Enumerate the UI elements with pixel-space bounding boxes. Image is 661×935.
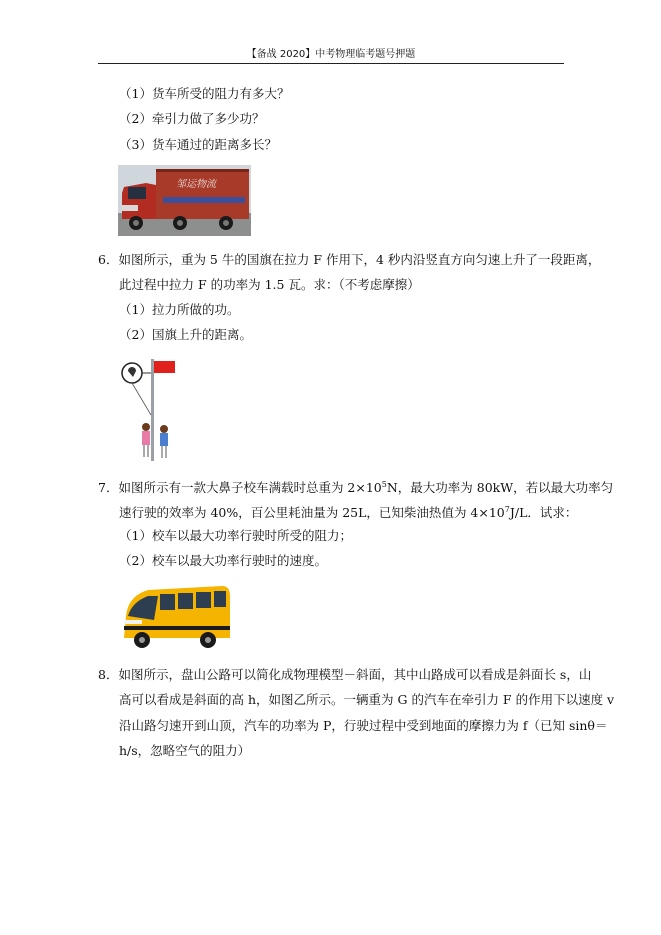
q8-line4: h/s，忽略空气的阻力） [119,743,251,758]
q7-sub2: （2）校车以最大功率行驶时的速度。 [119,553,327,568]
page-header [98,45,564,64]
truck-image [118,165,251,236]
q7-line1-text-a: 7．如图所示有一款大鼻子校车满载时总重为 2×10 [98,480,382,495]
q7-line1-sup: 5 [381,480,387,489]
q7-line2-sup: 7 [504,505,510,514]
q6-sub1: （1）拉力所做的功。 [119,302,240,317]
q7-sub1: （1）校车以最大功率行驶时所受的阻力； [119,528,352,543]
q8-line1: 8．如图所示，盘山公路可以简化成物理模型－斜面，其中山路成可以看成是斜面长 s，山 [98,667,592,682]
school-bus-image [118,576,234,653]
q5-sub2: （2）牵引力做了多少功？ [119,111,265,126]
q6-line2: 此过程中拉力 F 的功率为 1.5 瓦。求：（不考虑摩擦） [119,277,420,292]
q8-line3: 沿山路匀速开到山顶，汽车的功率为 P，行驶过程中受到地面的摩擦力为 f（已知 sinθ＝ [119,718,608,733]
q7-line2-text-b: J/L．试求： [509,505,578,520]
header-text: 【备战 2020】中考物理临考题号押题 [246,49,416,60]
q6-line1: 6．如图所示，重为 5 牛的国旗在拉力 F 作用下，4 秒内沿竖直方向匀速上升了一段距离， [98,252,601,267]
q7-line1 [98,477,613,496]
flag-pole-image [118,355,188,463]
q8-line2: 高可以看成是斜面的高 h，如图乙所示。一辆重为 G 的汽车在牵引力 F 的作用下以速度 v [119,692,615,707]
q5-sub1: （1）货车所受的阻力有多大？ [119,86,290,101]
q5-sub3: （3）货车通过的距离多长？ [119,137,277,152]
q7-line2 [119,502,577,521]
q6-sub2: （2）国旗上升的距离。 [119,327,252,342]
truck-logo: 邹运物流 [176,179,216,190]
q7-line2-text-a: 速行驶的效率为 40%，百公里耗油量为 25L，已知柴油热值为 4×10 [119,505,505,520]
q7-line1-text-b: N，最大功率为 80kW，若以最大功率匀 [386,480,614,495]
